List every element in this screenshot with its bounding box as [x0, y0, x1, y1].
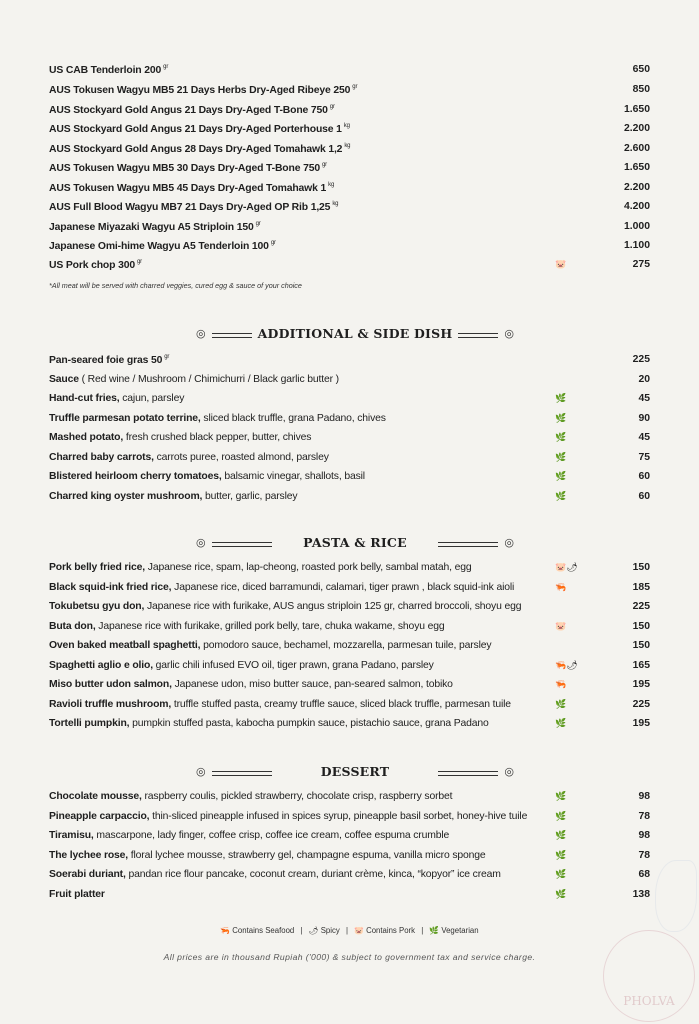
menu-item-text	[49, 601, 521, 612]
menu-item-name: Charred baby carrots,	[49, 452, 154, 463]
dietary-icon: 🌿	[555, 718, 567, 728]
menu-item-price: 78	[638, 850, 650, 861]
menu-item	[49, 582, 650, 598]
dietary-icon: 🦐🌶	[555, 660, 578, 670]
menu-item	[49, 162, 650, 178]
legend-separator: |	[345, 926, 348, 935]
menu-item-text	[49, 811, 527, 822]
menu-item-description: fresh crushed black pepper, butter, chives	[123, 432, 312, 443]
menu-item-name: Oven baked meatball spaghetti,	[49, 640, 201, 651]
legend-pork-label: Contains Pork	[366, 926, 416, 935]
menu-item-description: pandan rice flour pancake, coconut cream, duriant crème, kinca, “kopyor” ice cream	[125, 869, 501, 880]
menu-item-price: 98	[638, 791, 650, 802]
menu-item-name: AUS Stockyard Gold Angus 28 Days Dry-Aged Tomahawk 1,2	[49, 144, 343, 155]
menu-item-text	[49, 104, 335, 116]
menu-item-name: Japanese Omi-hime Wagyu A5 Tenderloin 100	[49, 241, 269, 252]
menu-item-price: 650	[632, 64, 650, 75]
menu-item-price: 1.100	[623, 240, 650, 251]
menu-item	[49, 830, 650, 846]
legend-vegetarian-label: Vegetarian	[441, 926, 479, 935]
legend-spicy-label: Spicy	[320, 926, 340, 935]
menu-item	[49, 452, 650, 468]
menu-item-description: raspberry coulis, pickled strawberry, chocolate crisp, raspberry sorbet	[141, 791, 453, 802]
menu-item-description: pomodoro sauce, bechamel, mozzarella, parmesan tuile, parsley	[200, 640, 492, 651]
menu-item-price: 225	[632, 354, 650, 365]
menu-item	[49, 791, 650, 807]
menu-item-text	[49, 640, 491, 651]
menu-item-name: AUS Tokusen Wagyu MB5 45 Days Dry-Aged Tomahawk 1	[49, 183, 327, 194]
ornament-rule	[212, 771, 272, 776]
dietary-icon: 🌿	[555, 811, 567, 821]
dietary-icon: 🐷	[555, 621, 567, 631]
menu-item-name: Tiramisu,	[49, 830, 94, 841]
scroll-ornament-icon: ◎	[196, 328, 206, 340]
menu-item	[49, 889, 650, 905]
menu-item	[49, 679, 650, 695]
menu-item-description: butter, garlic, parsley	[202, 491, 298, 502]
menu-item-text	[49, 432, 311, 443]
menu-item-price: 150	[632, 640, 650, 651]
dietary-icon: 🌿	[555, 889, 567, 899]
menu-item-name: Pan-seared foie gras 50	[49, 355, 163, 366]
scroll-ornament-icon: ◎	[504, 328, 514, 340]
menu-item	[49, 471, 650, 487]
menu-item-text	[49, 182, 334, 194]
menu-item-text	[49, 660, 434, 671]
menu-item	[49, 104, 650, 120]
menu-item-price: 225	[632, 699, 650, 710]
menu-item-price: 68	[638, 869, 650, 880]
menu-item-text	[49, 699, 511, 710]
menu-item-name: Miso butter udon salmon,	[49, 679, 172, 690]
menu-item-description: Japanese rice, diced barramundi, calamari, tiger prawn , black squid-ink aioli	[171, 582, 515, 593]
dietary-icon: 🌿	[555, 491, 567, 501]
menu-item-text	[49, 240, 276, 252]
menu-item	[49, 562, 650, 578]
menu-item-price: 45	[638, 393, 650, 404]
menu-item-price: 2.200	[623, 123, 650, 134]
menu-item-text	[49, 869, 501, 880]
menu-item	[49, 143, 650, 159]
menu-item-price: 2.600	[623, 143, 650, 154]
section-title: PASTA & RICE	[297, 535, 413, 550]
ornament-rule	[438, 542, 498, 547]
menu-item-text	[49, 830, 449, 841]
menu-item	[49, 354, 650, 370]
decorative-swirl	[655, 860, 697, 932]
menu-item-name: US Pork chop 300	[49, 260, 135, 271]
menu-item	[49, 491, 650, 507]
dietary-icon: 🌿	[555, 413, 567, 423]
menu-item	[49, 811, 650, 827]
dietary-icon: 🌿	[555, 791, 567, 801]
steak-note: *All meat will be served with charred veggies, cured egg & sauce of your choice	[49, 281, 302, 290]
menu-item-name: Tokubetsu gyu don,	[49, 601, 145, 612]
menu-item-price: 98	[638, 830, 650, 841]
scroll-ornament-icon: ◎	[504, 766, 514, 778]
menu-item-unit: kg	[344, 143, 351, 149]
menu-item-description: thin-sliced pineapple infused in spices syrup, pineapple basil sorbet, honey-hive tuile	[149, 811, 528, 822]
menu-item-name: Black squid-ink fried rice,	[49, 582, 172, 593]
menu-item	[49, 621, 650, 637]
section-title: DESSERT	[315, 764, 396, 779]
menu-item-name: Tortelli pumpkin,	[49, 718, 130, 729]
menu-item-description: cajun, parsley	[119, 393, 185, 404]
menu-item	[49, 84, 650, 100]
menu-item-unit: kg	[343, 123, 350, 129]
menu-item-name: Buta don,	[49, 621, 96, 632]
menu-item-unit: gr	[321, 162, 328, 168]
menu-item-text	[49, 562, 472, 573]
dietary-icon: 🦐	[555, 582, 567, 592]
menu-item	[49, 718, 650, 734]
menu-item	[49, 660, 650, 676]
menu-item-price: 850	[632, 84, 650, 95]
dietary-icon: 🦐	[555, 679, 567, 689]
menu-item-name: Mashed potato,	[49, 432, 124, 443]
menu-item-name: Truffle parmesan potato terrine,	[49, 413, 201, 424]
menu-item-name: AUS Stockyard Gold Angus 21 Days Dry-Aged Porterhouse 1	[49, 124, 342, 135]
menu-item-price: 4.200	[623, 201, 650, 212]
menu-item-price: 185	[632, 582, 650, 593]
menu-item-text	[49, 221, 261, 233]
menu-item	[49, 850, 650, 866]
menu-item-description: Japanese udon, miso butter sauce, pan-seared salmon, tobiko	[171, 679, 453, 690]
section-title: ADDITIONAL & SIDE DISH	[252, 326, 459, 341]
legend	[0, 926, 699, 935]
menu-item-name: Blistered heirloom cherry tomatoes,	[49, 471, 222, 482]
menu-item-text	[49, 471, 365, 482]
menu-item-text	[49, 621, 445, 632]
legend-seafood-label: Contains Seafood	[232, 926, 295, 935]
menu-item	[49, 413, 650, 429]
menu-item-name: Japanese Miyazaki Wagyu A5 Striploin 150	[49, 222, 254, 233]
menu-item	[49, 221, 650, 237]
dietary-icon: 🐷	[555, 259, 567, 269]
seafood-icon: 🦐	[220, 926, 231, 935]
menu-item-description: carrots puree, roasted almond, parsley	[153, 452, 329, 463]
section-header	[190, 763, 520, 781]
menu-item	[49, 240, 650, 256]
menu-item-name: Hand-cut fries,	[49, 393, 120, 404]
dietary-icon: 🌿	[555, 850, 567, 860]
menu-item-description: pumpkin stuffed pasta, kabocha pumpkin sauce, pistachio sauce, grana Padano	[129, 718, 489, 729]
vegetarian-icon: 🌿	[429, 926, 440, 935]
section-header	[190, 534, 520, 552]
menu-item-description: garlic chili infused EVO oil, tiger prawn, grana Padano, parsley	[152, 660, 434, 671]
menu-item-price: 75	[638, 452, 650, 463]
menu-item	[49, 182, 650, 198]
menu-item-text	[49, 491, 297, 502]
price-disclaimer: All prices are in thousand Rupiah ('000) & subject to government tax and service charge.	[163, 952, 536, 962]
menu-item-text	[49, 582, 514, 593]
menu-item-unit: gr	[136, 259, 142, 265]
menu-item-text	[49, 354, 169, 366]
stamp-logo-text: PHOLVA	[623, 994, 675, 1008]
menu-item-price: 60	[638, 491, 650, 502]
menu-item-text	[49, 143, 350, 155]
menu-item	[49, 374, 650, 390]
menu-item-description: Japanese rice with furikake, AUS angus striploin 125 gr, charred broccoli, shoyu egg	[144, 601, 522, 612]
menu-item-unit: kg	[328, 182, 335, 188]
pork-icon: 🐷	[354, 926, 364, 935]
menu-item-price: 78	[638, 811, 650, 822]
menu-item-unit: gr	[270, 240, 276, 246]
restaurant-stamp-logo	[603, 930, 695, 1022]
dietary-icon: 🌿	[555, 471, 567, 481]
menu-item	[49, 123, 650, 139]
menu-item-description: ( Red wine / Mushroom / Chimichurri / Black garlic butter )	[78, 374, 339, 385]
menu-item-text	[49, 259, 142, 271]
dietary-icon: 🌿	[555, 830, 567, 840]
legend-separator: |	[300, 926, 303, 935]
menu-item	[49, 432, 650, 448]
menu-item-price: 275	[632, 259, 650, 270]
menu-item-price: 138	[632, 889, 650, 900]
menu-item-unit: kg	[332, 201, 339, 207]
dietary-icon: 🌿	[555, 699, 567, 709]
menu-item-text	[49, 162, 327, 174]
menu-item-unit: gr	[329, 104, 335, 110]
menu-item-text	[49, 201, 338, 213]
menu-item-text	[49, 374, 339, 385]
dietary-icon: 🌿	[555, 432, 567, 442]
menu-item-name: The lychee rose,	[49, 850, 129, 861]
menu-item	[49, 640, 650, 656]
ornament-rule	[212, 542, 272, 547]
menu-item-text	[49, 84, 357, 96]
menu-item-description: sliced black truffle, grana Padano, chives	[200, 413, 386, 424]
section-header	[190, 325, 520, 343]
menu-item-price: 1.000	[623, 221, 650, 232]
menu-item-price: 150	[632, 562, 650, 573]
menu-item-price: 60	[638, 471, 650, 482]
dietary-icon: 🌿	[555, 393, 567, 403]
menu-item-name: AUS Stockyard Gold Angus 21 Days Dry-Aged T-Bone 750	[49, 105, 328, 116]
menu-item-price: 1.650	[623, 104, 650, 115]
scroll-ornament-icon: ◎	[196, 537, 206, 549]
menu-item-text	[49, 850, 486, 861]
menu-item	[49, 699, 650, 715]
menu-item-price: 195	[632, 679, 650, 690]
menu-item-price: 2.200	[623, 182, 650, 193]
menu-item-name: US CAB Tenderloin 200	[49, 65, 162, 76]
dietary-icon: 🐷🌶	[555, 562, 578, 572]
menu-item	[49, 393, 650, 409]
menu-item-name: Pineapple carpaccio,	[49, 811, 150, 822]
menu-item-text	[49, 679, 453, 690]
menu-item-text	[49, 889, 105, 900]
menu-item	[49, 64, 650, 80]
menu-item-name: AUS Tokusen Wagyu MB5 21 Days Herbs Dry-Aged Ribeye 250	[49, 85, 351, 96]
menu-item-text	[49, 393, 184, 404]
ornament-rule	[438, 771, 498, 776]
menu-item-text	[49, 718, 489, 729]
menu-item-price: 150	[632, 621, 650, 632]
spicy-icon: 🌶	[308, 926, 319, 935]
menu-item-text	[49, 64, 168, 76]
menu-item	[49, 259, 650, 275]
menu-item-name: Chocolate mousse,	[49, 791, 142, 802]
menu-item-unit: gr	[255, 221, 261, 227]
menu-item-name: Soerabi duriant,	[49, 869, 126, 880]
menu-item-name: Charred king oyster mushroom,	[49, 491, 203, 502]
menu-item-name: Ravioli truffle mushroom,	[49, 699, 172, 710]
menu-item-price: 1.650	[623, 162, 650, 173]
menu-item-price: 195	[632, 718, 650, 729]
menu-item-price: 225	[632, 601, 650, 612]
menu-item-price: 20	[638, 374, 650, 385]
menu-item	[49, 869, 650, 885]
menu-item-name: Fruit platter	[49, 889, 105, 900]
menu-item-unit: gr	[164, 354, 170, 360]
menu-item-text	[49, 123, 350, 135]
menu-item-description: balsamic vinegar, shallots, basil	[221, 471, 365, 482]
scroll-ornament-icon: ◎	[504, 537, 514, 549]
menu-item-price: 165	[632, 660, 650, 671]
menu-item-description: Japanese rice, spam, lap-cheong, roasted pork belly, sambal matah, egg	[145, 562, 472, 573]
menu-item-description: floral lychee mousse, strawberry gel, champagne espuma, vanilla micro sponge	[128, 850, 486, 861]
menu-item-unit: gr	[352, 84, 358, 90]
menu-item-text	[49, 791, 452, 802]
dietary-icon: 🌿	[555, 869, 567, 879]
menu-item	[49, 201, 650, 217]
menu-item-description: truffle stuffed pasta, creamy truffle sauce, sliced black truffle, parmesan tuile	[171, 699, 511, 710]
menu-item	[49, 601, 650, 617]
menu-item-price: 45	[638, 432, 650, 443]
menu-item-text	[49, 413, 386, 424]
menu-item-unit: gr	[163, 64, 169, 70]
legend-separator: |	[421, 926, 424, 935]
dietary-icon: 🌿	[555, 452, 567, 462]
menu-item-text	[49, 452, 329, 463]
scroll-ornament-icon: ◎	[196, 766, 206, 778]
menu-item-name: Pork belly fried rice,	[49, 562, 146, 573]
menu-item-description: Japanese rice with furikake, grilled pork belly, tare, chuka wakame, shoyu egg	[95, 621, 445, 632]
menu-item-name: Spaghetti aglio e olio,	[49, 660, 153, 671]
menu-item-name: Sauce	[49, 374, 79, 385]
menu-item-name: AUS Tokusen Wagyu MB5 30 Days Dry-Aged T-Bone 750	[49, 163, 320, 174]
menu-item-description: mascarpone, lady finger, coffee crisp, coffee ice cream, coffee espuma crumble	[93, 830, 450, 841]
menu-item-name: AUS Full Blood Wagyu MB7 21 Days Dry-Aged OP Rib 1,25	[49, 202, 331, 213]
menu-item-price: 90	[638, 413, 650, 424]
